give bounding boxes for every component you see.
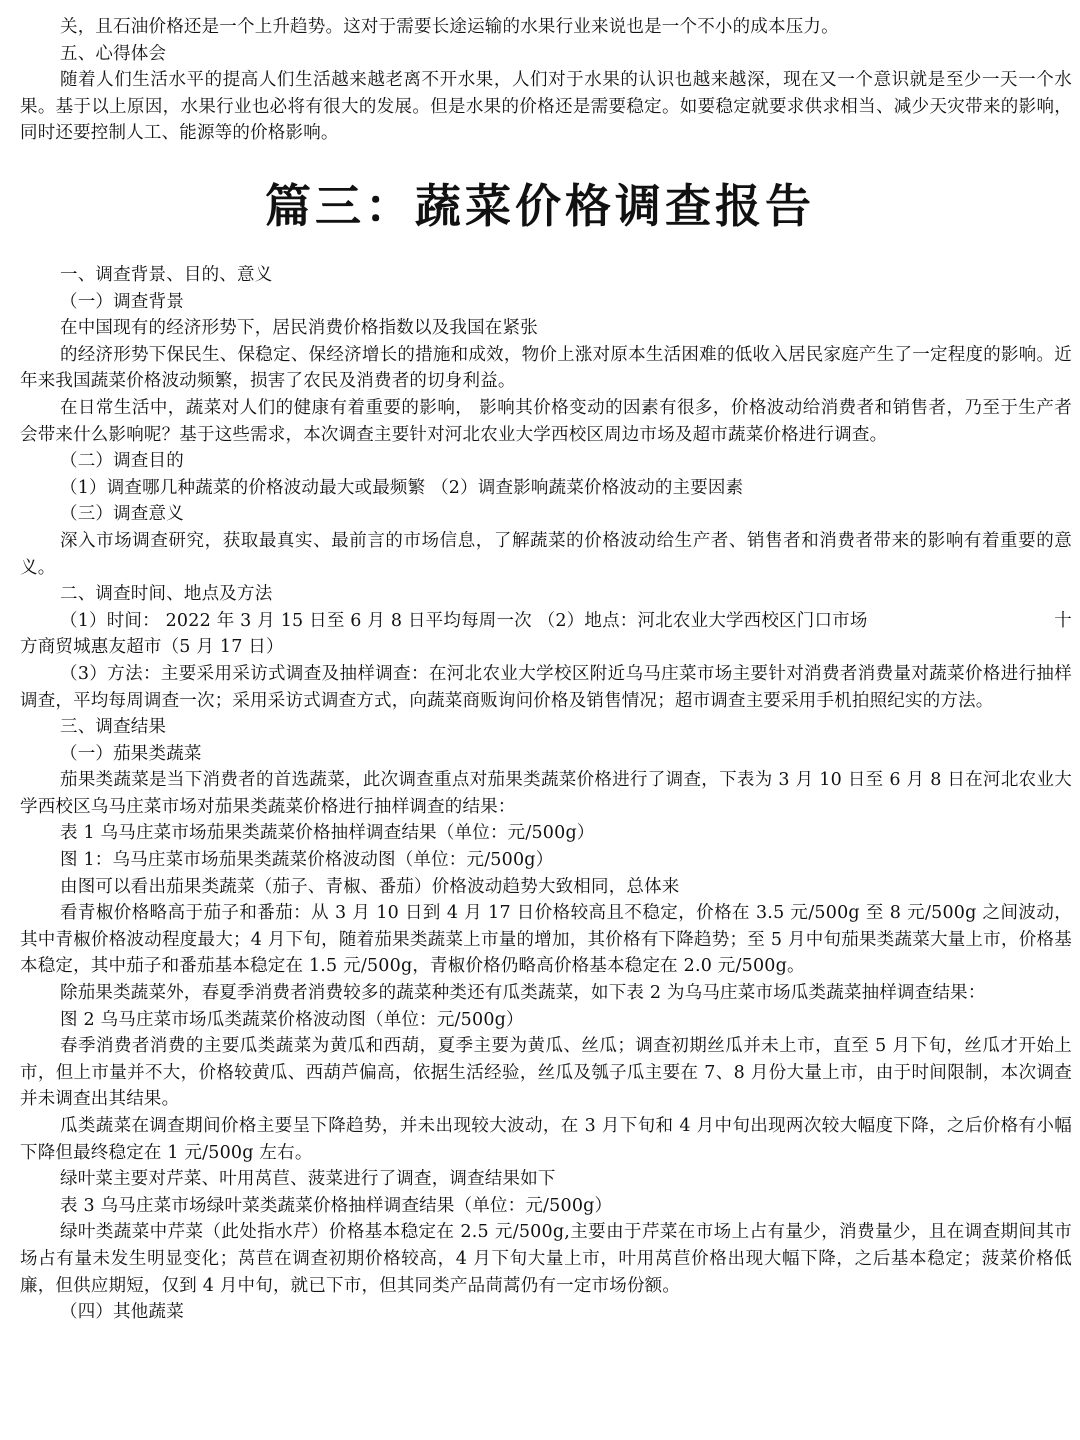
paragraph-results-6: 瓜类蔬菜在调查期间价格主要呈下降趋势，并未出现较大波动，在 3 月下旬和 4 月中旬出现两次较大幅度下降，之后价格有小幅下降但最终稳定在 1 元/500g 左右。 (20, 1116, 1072, 1163)
paragraph-background-2: 的经济形势下保民生、保稳定、保经济增长的措施和成效，物价上涨对原本生活困难的低收入居民家庭产生了一定程度的影响。近年来我国蔬菜价格波动频繁，损害了农民及消费者的切身利益。 (20, 344, 1072, 392)
paragraph-method: （3）方法：主要采用采访式调查及抽样调查：在河北农业大学校区附近乌马庄菜市场主要针对消费者消费量对蔬菜价格进行抽样调查，平均每周调查一次；采用采访式调查方式，向蔬菜商贩询问价格及销售情况；超市调查主要采用手机拍照纪实的方法。 (20, 663, 1072, 711)
report-body (20, 262, 1072, 1326)
subheading-solanaceous: （一）茄果类蔬菜 (60, 743, 202, 764)
paragraph-time-place (20, 608, 1072, 635)
paragraph-meaning: 深入市场调查研究，获取最真实、最前言的市场信息，了解蔬菜的价格波动给生产者、销售者和消费者带来的影响有着重要的意义。 (20, 530, 1072, 578)
paragraph-background-3: 在日常生活中，蔬菜对人们的健康有着重要的影响， 影响其价格变动的因素有很多，价格波动给消费者和销售者，乃至于生产者会带来什么影响呢？基于这些需求，本次调查主要针对河北农业大学西校区周边市场及超市蔬菜价格进行调查。 (20, 397, 1072, 445)
time-place-trailing: 十 (1054, 610, 1072, 631)
paragraph-results-1: 茄果类蔬菜是当下消费者的首选蔬菜，此次调查重点对茄果类蔬菜价格进行了调查，下表为 3 月 10 日至 6 月 8 日在河北农业大学西校区乌马庄菜市场对茄果类蔬菜价格进行抽样调查的结果： (20, 770, 1072, 817)
paragraph-reflections: 随着人们生活水平的提高人们生活越来越老离不开水果，人们对于水果的认识也越来越深，现在又一个意识就是至少一天一个水果。基于以上原因，水果行业也必将有很大的发展。但是水果的价格还是需要稳定。如要稳定就要求供求相当、减少天灾带来的影响，同时还要控制人工、能源等的价格影响。 (20, 70, 1072, 144)
caption-table-3: 表 3 乌马庄菜市场绿叶菜类蔬菜价格抽样调查结果（单位：元/500g） (60, 1195, 613, 1216)
time-place-text: （1）时间： 2022 年 3 月 15 日至 6 月 8 日平均每周一次 （2）地点：河北农业大学西校区门口市场 (60, 610, 868, 631)
subheading-meaning: （三）调查意义 (60, 504, 184, 525)
paragraph-results-4: 除茄果类蔬菜外，春夏季消费者消费较多的蔬菜种类还有瓜类蔬菜，如下表 2 为乌马庄菜市场瓜类蔬菜抽样调查结果： (60, 983, 986, 1004)
paragraph-results-8: 绿叶类蔬菜中芹菜（此处指水芹）价格基本稳定在 2.5 元/500g,主要由于芹菜在市场上占有量少，消费量少，且在调查期间其市场占有量未发生明显变化；莴苣在调查初期价格较高，4 月下旬大量上市，叶用莴苣价格出现大幅下降，之后基本稳定；菠菜价格低廉，但供应期短，仅到 4 月中旬，就已下市，但其同类产品茼蒿仍有一定市场份额。 (20, 1222, 1072, 1296)
paragraph-background-1: 在中国现有的经济形势下，居民消费价格指数以及我国在紧张 (60, 318, 538, 339)
caption-figure-2: 图 2 乌马庄菜市场瓜类蔬菜价格波动图（单位：元/500g） (60, 1009, 524, 1030)
heading-background-purpose: 一、调查背景、目的、意义 (60, 265, 273, 285)
heading-results: 三、调查结果 (60, 717, 167, 738)
subheading-other-vegetables: （四）其他蔬菜 (60, 1302, 184, 1323)
paragraph-purpose: （1）调查哪几种蔬菜的价格波动最大或最频繁 （2）调查影响蔬菜价格波动的主要因素 (60, 477, 744, 498)
heading-time-place-method: 二、调查时间、地点及方法 (60, 584, 273, 605)
heading-reflections: 五、心得体会 (60, 43, 167, 64)
paragraph-results-5: 春季消费者消费的主要瓜类蔬菜为黄瓜和西葫，夏季主要为黄瓜、丝瓜；调查初期丝瓜并未上市，直至 5 月下旬，丝瓜才开始上市，但上市量并不大，价格较黄瓜、西葫芦偏高，依据生活经验，丝瓜及瓠子瓜主要在 7、8 月份大量上市，由于时间限制，本次调查并未调查出其结果。 (20, 1036, 1072, 1110)
paragraph-time-place-cont: 方商贸城惠友超市（5 月 17 日） (20, 637, 284, 658)
paragraph-results-3: 看青椒价格略高于茄子和番茄：从 3 月 10 日到 4 月 17 日价格较高且不稳定，价格在 3.5 元/500g 至 8 元/500g 之间波动，其中青椒价格波动程度最大；4 月下旬，随着茄果类蔬菜上市量的增加，其价格有下降趋势；至 5 月中旬茄果类蔬菜大量上市，价格基本稳定，其中茄子和番茄基本稳定在 1.5 元/500g，青椒价格仍略高价格基本稳定在 2.0 元/500g。 (20, 903, 1072, 977)
caption-table-1: 表 1 乌马庄菜市场茄果类蔬菜价格抽样调查结果（单位：元/500g） (60, 823, 595, 844)
document-title: 篇三：蔬菜价格调查报告 (265, 179, 815, 233)
caption-figure-1: 图 1：乌马庄菜市场茄果类蔬菜价格波动图（单位：元/500g） (60, 850, 554, 871)
paragraph-oil-cost: 关，且石油价格还是一个上升趋势。这对于需要长途运输的水果行业来说也是一个不小的成本压力。 (60, 17, 839, 37)
paragraph-results-7: 绿叶菜主要对芹菜、叶用莴苣、菠菜进行了调查，调查结果如下 (60, 1169, 556, 1190)
subheading-background: （一）调查背景 (60, 291, 184, 312)
previous-section-tail (20, 14, 1072, 147)
subheading-purpose: （二）调查目的 (60, 451, 184, 472)
paragraph-results-2: 由图可以看出茄果类蔬菜（茄子、青椒、番茄）价格波动趋势大致相同，总体来 (60, 876, 680, 897)
